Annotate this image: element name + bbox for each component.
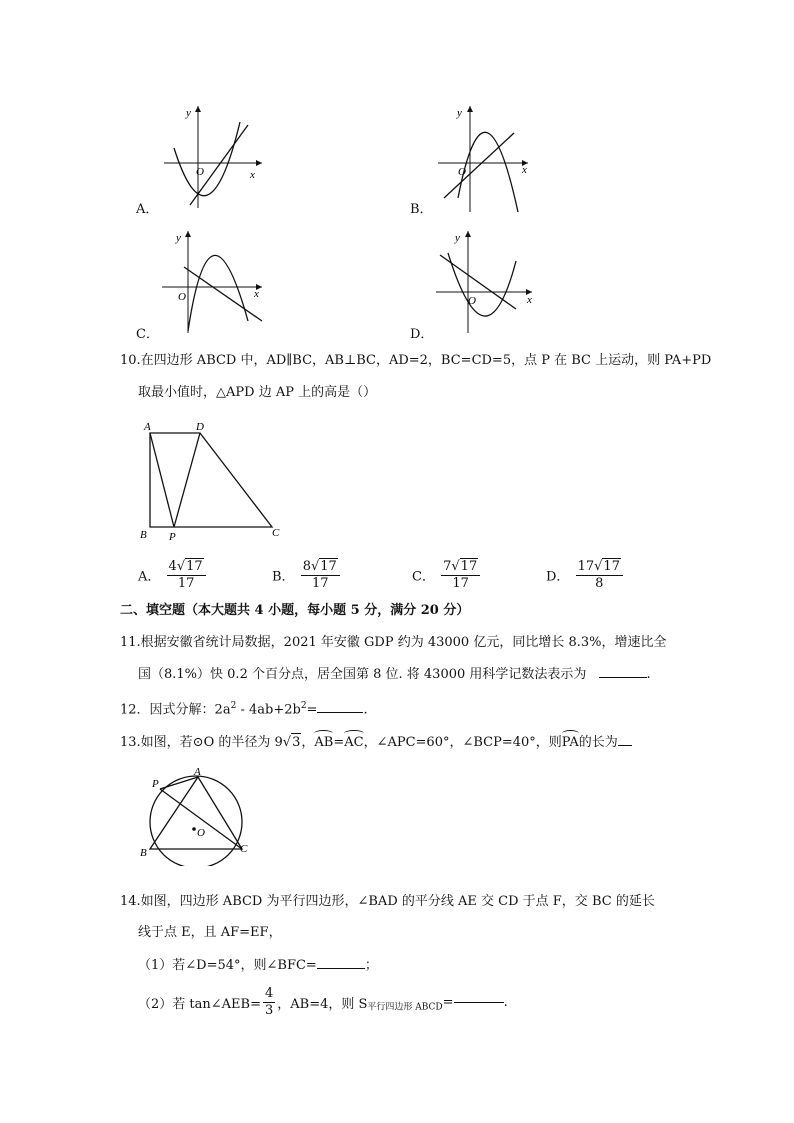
q13-answer-blank[interactable]: [618, 745, 632, 746]
q14-line1: 14.如图，四边形 ABCD 为平行四边形，∠BAD 的平分线 AE 交 CD 于点 F，交 BC 的延长: [120, 894, 655, 909]
q12-mid: - 4ab+2b: [236, 702, 301, 718]
q13-sep: ，: [301, 735, 315, 750]
q13-line: 13.如图，若⊙O 的半径为 9√3，AB=AC，∠APC=60°，∠BCP=40°，则PA的长为: [120, 733, 632, 752]
q11-line2-text: 国（8.1%）快 0.2 个百分点，居全国第 8 位. 将 43000 用科学记数法表示为: [138, 667, 587, 682]
q11-end: .: [646, 667, 651, 682]
q9-b-y: y: [457, 107, 462, 119]
q10-point-a: A: [144, 421, 151, 433]
q14-part2-sub: 平行四边形 ABCD: [367, 1002, 443, 1013]
q13-point-p: P: [152, 778, 159, 790]
q12-eq: =: [306, 702, 318, 718]
q14-part1: [138, 957, 378, 975]
q9-option-a-label: A．: [136, 202, 159, 217]
q10-point-d: D: [196, 421, 204, 433]
q13-arc-ac: AC: [344, 735, 364, 750]
q11-line2: [138, 666, 651, 684]
q12-prefix: 12．因式分解：2a: [120, 702, 231, 718]
q14-part2-num: 4: [264, 986, 274, 1001]
q13-arc-ab: AB: [314, 735, 334, 750]
q9-a-y: y: [186, 107, 191, 119]
q10-c-coef: 7: [443, 559, 452, 574]
q11-line1: 11.根据安徽省统计局数据，2021 年安徽 GDP 约为 43000 亿元，同比增长 8.3%，增速比全: [120, 635, 667, 650]
q13-figure: [138, 766, 258, 866]
q13-mid: ，∠APC=60°，∠BCP=40°，则: [363, 735, 562, 750]
q10-choice-a-label: A．: [138, 569, 161, 585]
q14-part2-den: 3: [264, 1003, 274, 1018]
q11-answer-blank[interactable]: [599, 677, 647, 678]
q12-sup2: 2: [300, 701, 307, 711]
q9-d-x: x: [527, 294, 532, 306]
q10-b-coef: 8: [302, 559, 311, 574]
q9-b-o: O: [458, 166, 466, 178]
q14-part1-prefix: （1）若∠D=54°，则∠BFC=: [138, 958, 317, 973]
q13-point-c: C: [240, 843, 248, 855]
q10-a-coef: 4: [168, 559, 177, 574]
q9-a-x: x: [250, 169, 255, 181]
q10-b-rad: 17: [320, 559, 337, 574]
q10-d-rad: 17: [603, 559, 620, 574]
q10-b-den: 17: [311, 576, 329, 591]
q10-d-den: 8: [595, 576, 604, 591]
q9-d-y: y: [455, 232, 460, 244]
q13-suffix: 的长为: [578, 735, 618, 750]
q9-option-d: [410, 225, 560, 340]
q10-choice-c-label: C．: [412, 569, 435, 585]
q12-answer-blank[interactable]: [317, 712, 363, 713]
q9-option-b: [410, 100, 560, 218]
q10-c-den: 17: [452, 576, 469, 591]
q9-graph-a: [136, 100, 276, 218]
q10-figure: [138, 418, 288, 543]
q13-point-o: O: [197, 827, 205, 839]
q9-option-b-label: B．: [410, 202, 433, 217]
q9-graph-b: [410, 100, 560, 218]
q12-sup1: 2: [230, 701, 237, 711]
q9-c-o: O: [178, 291, 186, 303]
q14-part2-end: .: [503, 995, 508, 1010]
q10-line2: 取最小值时，△APD 边 AP 上的高是（）: [138, 385, 377, 400]
q10-c-rad: 17: [460, 559, 478, 574]
q9-option-c: [136, 225, 276, 340]
section-heading: 二、填空题（本大题共 4 小题，每小题 5 分，满分 20 分）: [120, 603, 470, 618]
q14-line2: 线于点 E，且 AF=EF，: [138, 925, 282, 940]
q13-point-b: B: [140, 847, 147, 859]
q12-end: .: [363, 702, 368, 718]
q14-part2: [138, 986, 508, 1019]
q14-part2-eq: =: [442, 995, 454, 1010]
q9-c-x: x: [254, 288, 259, 300]
q10-a-den: 17: [177, 576, 195, 591]
q14-part1-end: ；: [364, 958, 378, 973]
q10-choice-a[interactable]: A． $\frac{4√17}{17}$: [138, 558, 208, 592]
q13-prefix: 13.如图，若⊙O 的半径为 9: [120, 735, 283, 750]
q13-point-a: A: [194, 766, 201, 778]
q10-choice-b-label: B．: [272, 569, 295, 585]
q9-option-d-label: D．: [410, 327, 434, 342]
q10-choice-b[interactable]: B． $\frac{8√17}{17}$: [272, 558, 342, 592]
q9-option-a: [136, 100, 276, 218]
q10-point-b: B: [140, 529, 147, 541]
q13-arc-pa: PA: [561, 735, 579, 750]
q13-rad: 3: [292, 735, 301, 750]
q9-graph-c: [136, 225, 276, 340]
q10-point-p: P: [169, 531, 176, 543]
q10-choice-c[interactable]: C． $\frac{7√17}{17}$: [412, 558, 482, 592]
q10-point-c: C: [272, 527, 280, 539]
q9-option-c-label: C．: [136, 327, 159, 342]
q9-graph-d: [410, 225, 560, 340]
q10-a-rad: 17: [186, 559, 203, 574]
q10-d-coef: 17: [577, 559, 595, 574]
q9-b-x: x: [522, 164, 527, 176]
q10-choice-d-label: D．: [546, 569, 570, 585]
q14-part2-mid: ，AB=4，则 S: [277, 997, 368, 1012]
q10-line1: 10.在四边形 ABCD 中，AD∥BC，AB⊥BC，AD=2，BC=CD=5，点 P 在 BC 上运动，则 PA+PD: [120, 353, 712, 368]
q13-eq: =: [333, 735, 345, 750]
q9-c-y: y: [176, 232, 181, 244]
q9-a-o: O: [196, 166, 204, 178]
q12-line: [120, 697, 368, 719]
q14-part1-blank[interactable]: [317, 968, 365, 969]
q14-part2-prefix: （2）若 tan∠AEB=: [138, 997, 261, 1012]
q10-choice-d[interactable]: D． $\frac{17√17}{8}$: [546, 558, 625, 592]
q14-part2-blank[interactable]: [454, 1002, 504, 1003]
q9-d-o: O: [468, 295, 476, 307]
